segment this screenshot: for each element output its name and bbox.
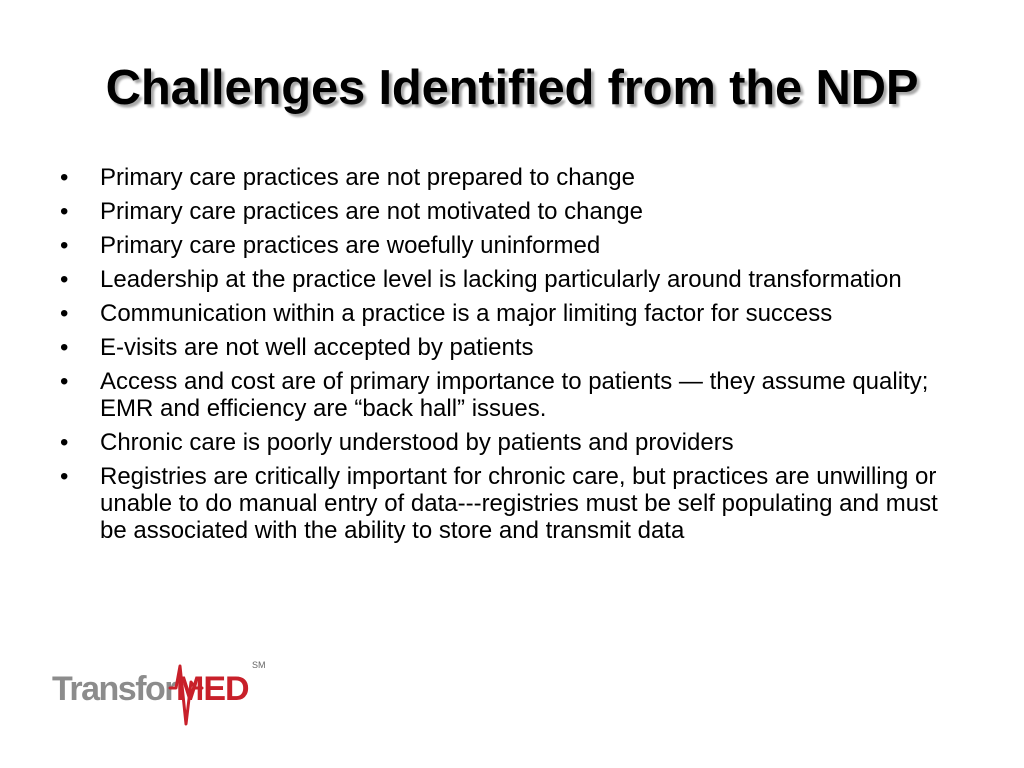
bullet-item (60, 266, 960, 293)
logo-service-mark: SM (252, 660, 266, 670)
bullet-item (60, 164, 960, 191)
bullet-item (60, 463, 960, 544)
bullet-item (60, 429, 960, 456)
bullet-icon: • (60, 463, 69, 490)
logo-text-transfor: Transfor (52, 670, 177, 708)
bullet-icon: • (60, 266, 69, 293)
bullet-icon: • (60, 164, 69, 191)
bullet-text: Registries are critically important for chronic care, but practices are unwilling or unable to do manual entry of data---registries must be self populating and must be associated with the ability to store and transmit data (100, 463, 938, 544)
bullet-item (60, 334, 960, 361)
bullet-text: Primary care practices are woefully uninformed (100, 232, 601, 259)
bullet-text: Primary care practices are not prepared to change (100, 164, 635, 191)
bullet-icon: • (60, 300, 69, 327)
bullet-text: Communication within a practice is a major limiting factor for success (100, 300, 833, 327)
bullet-icon: • (60, 368, 69, 395)
bullet-text: Access and cost are of primary importance to patients — they assume quality; EMR and efficiency are “back hall” issues. (100, 368, 929, 422)
bullet-text: Leadership at the practice level is lacking particularly around transformation (100, 266, 902, 293)
bullet-icon: • (60, 198, 69, 225)
bullet-icon: • (60, 334, 69, 361)
bullet-item (60, 198, 960, 225)
bullet-icon: • (60, 429, 69, 456)
transformed-logo (52, 652, 272, 732)
bullet-text: Primary care practices are not motivated to change (100, 198, 643, 225)
bullet-item (60, 232, 960, 259)
logo-text-med: MED (176, 670, 249, 708)
slide-title: Challenges Identified from the NDP (105, 61, 919, 115)
bullet-text: Chronic care is poorly understood by patients and providers (100, 429, 734, 456)
bullet-item (60, 368, 960, 422)
bullet-list (60, 164, 960, 551)
bullet-icon: • (60, 232, 69, 259)
bullet-text: E-visits are not well accepted by patients (100, 334, 534, 361)
bullet-item (60, 300, 960, 327)
